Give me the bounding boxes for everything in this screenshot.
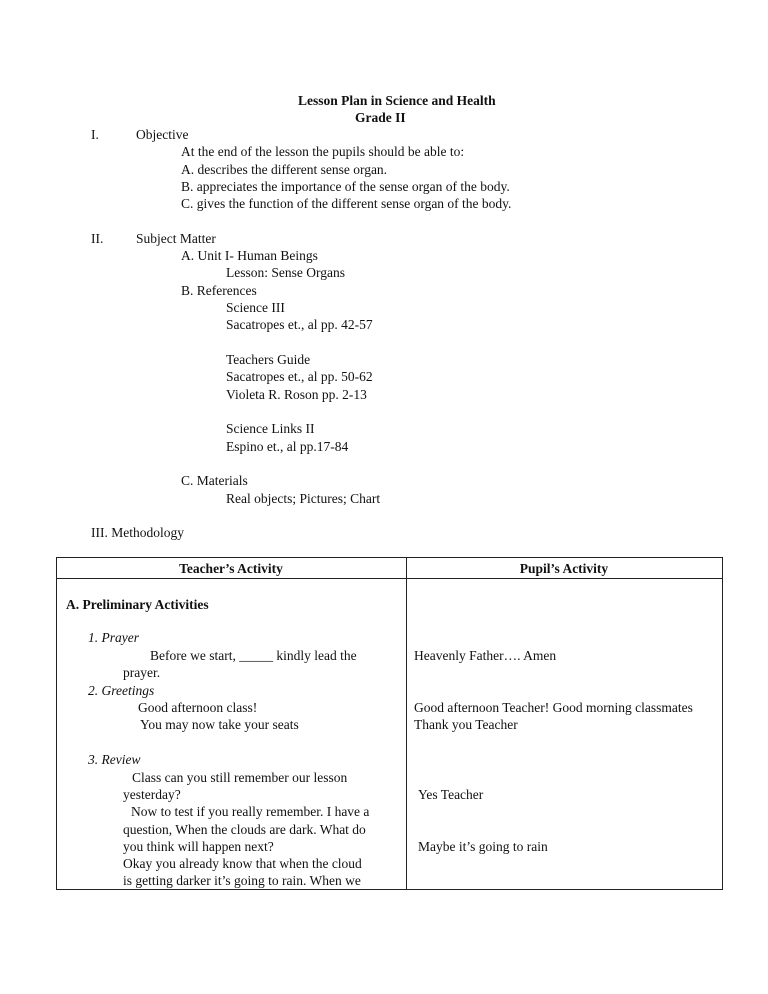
teacher-line: Good afternoon class!: [138, 700, 258, 715]
table-header-border: [56, 578, 723, 579]
unit-label: A. Unit I- Human Beings: [181, 248, 318, 263]
section-3-heading: III. Methodology: [91, 525, 184, 540]
reference-item: Sacatropes et., al pp. 42-57: [226, 317, 373, 332]
teacher-line: Class can you still remember our lesson: [132, 770, 348, 785]
pupil-response: Maybe it’s going to rain: [418, 839, 548, 854]
teacher-line: You may now take your seats: [140, 717, 299, 732]
teacher-line: yesterday?: [123, 787, 181, 802]
teacher-activity-header: Teacher’s Activity: [179, 561, 283, 576]
pupil-activity-header: Pupil’s Activity: [519, 561, 609, 576]
objective-intro: At the end of the lesson the pupils should be able to:: [181, 144, 465, 159]
objective-item: C. gives the function of the different sense organ of the body.: [181, 196, 512, 211]
materials-heading: C. Materials: [181, 473, 248, 488]
objective-item: A. describes the different sense organ.: [181, 162, 388, 177]
lesson-label: Lesson: Sense Organs: [226, 265, 345, 280]
section-2-heading: Subject Matter: [136, 231, 216, 246]
pupil-response: Yes Teacher: [418, 787, 484, 802]
pupil-response: Good afternoon Teacher! Good morning classmates: [414, 700, 693, 715]
reference-item: Violeta R. Roson pp. 2-13: [226, 387, 367, 402]
materials-list: Real objects; Pictures; Chart: [226, 491, 381, 506]
pupil-response: Thank you Teacher: [414, 717, 518, 732]
reference-item: Espino et., al pp.17-84: [226, 439, 349, 454]
teacher-line: Before we start, _____ kindly lead the: [150, 648, 357, 663]
greetings-label: 2. Greetings: [88, 683, 155, 698]
reference-item: Teachers Guide: [226, 352, 311, 367]
table-top-border: [56, 557, 723, 558]
teacher-line: you think will happen next?: [123, 839, 274, 854]
teacher-line: is getting darker it’s going to rain. When we: [123, 873, 361, 888]
section-1-heading: Objective: [136, 127, 189, 142]
reference-item: Science Links II: [226, 421, 315, 436]
grade-label: Grade II: [355, 110, 406, 125]
page-title: Lesson Plan in Science and Health: [298, 93, 496, 108]
section-2-numeral: II.: [91, 231, 104, 246]
objective-item: B. appreciates the importance of the sense organ of the body.: [181, 179, 510, 194]
prayer-label: 1. Prayer: [88, 630, 139, 645]
pupil-response: Heavenly Father…. Amen: [414, 648, 557, 663]
teacher-line: Now to test if you really remember. I have a: [131, 804, 370, 819]
preliminary-activities-heading: A. Preliminary Activities: [66, 597, 209, 612]
teacher-line: question, When the clouds are dark. What do: [123, 822, 366, 837]
table-left-border: [56, 557, 57, 890]
reference-item: Science III: [226, 300, 285, 315]
table-bottom-border: [56, 889, 723, 890]
table-right-border: [722, 557, 723, 890]
table-column-divider: [406, 557, 407, 890]
teacher-line: prayer.: [123, 665, 161, 680]
review-label: 3. Review: [88, 752, 141, 767]
teacher-line: Okay you already know that when the cloud: [123, 856, 362, 871]
section-1-numeral: I.: [91, 127, 99, 142]
references-heading: B. References: [181, 283, 257, 298]
reference-item: Sacatropes et., al pp. 50-62: [226, 369, 373, 384]
